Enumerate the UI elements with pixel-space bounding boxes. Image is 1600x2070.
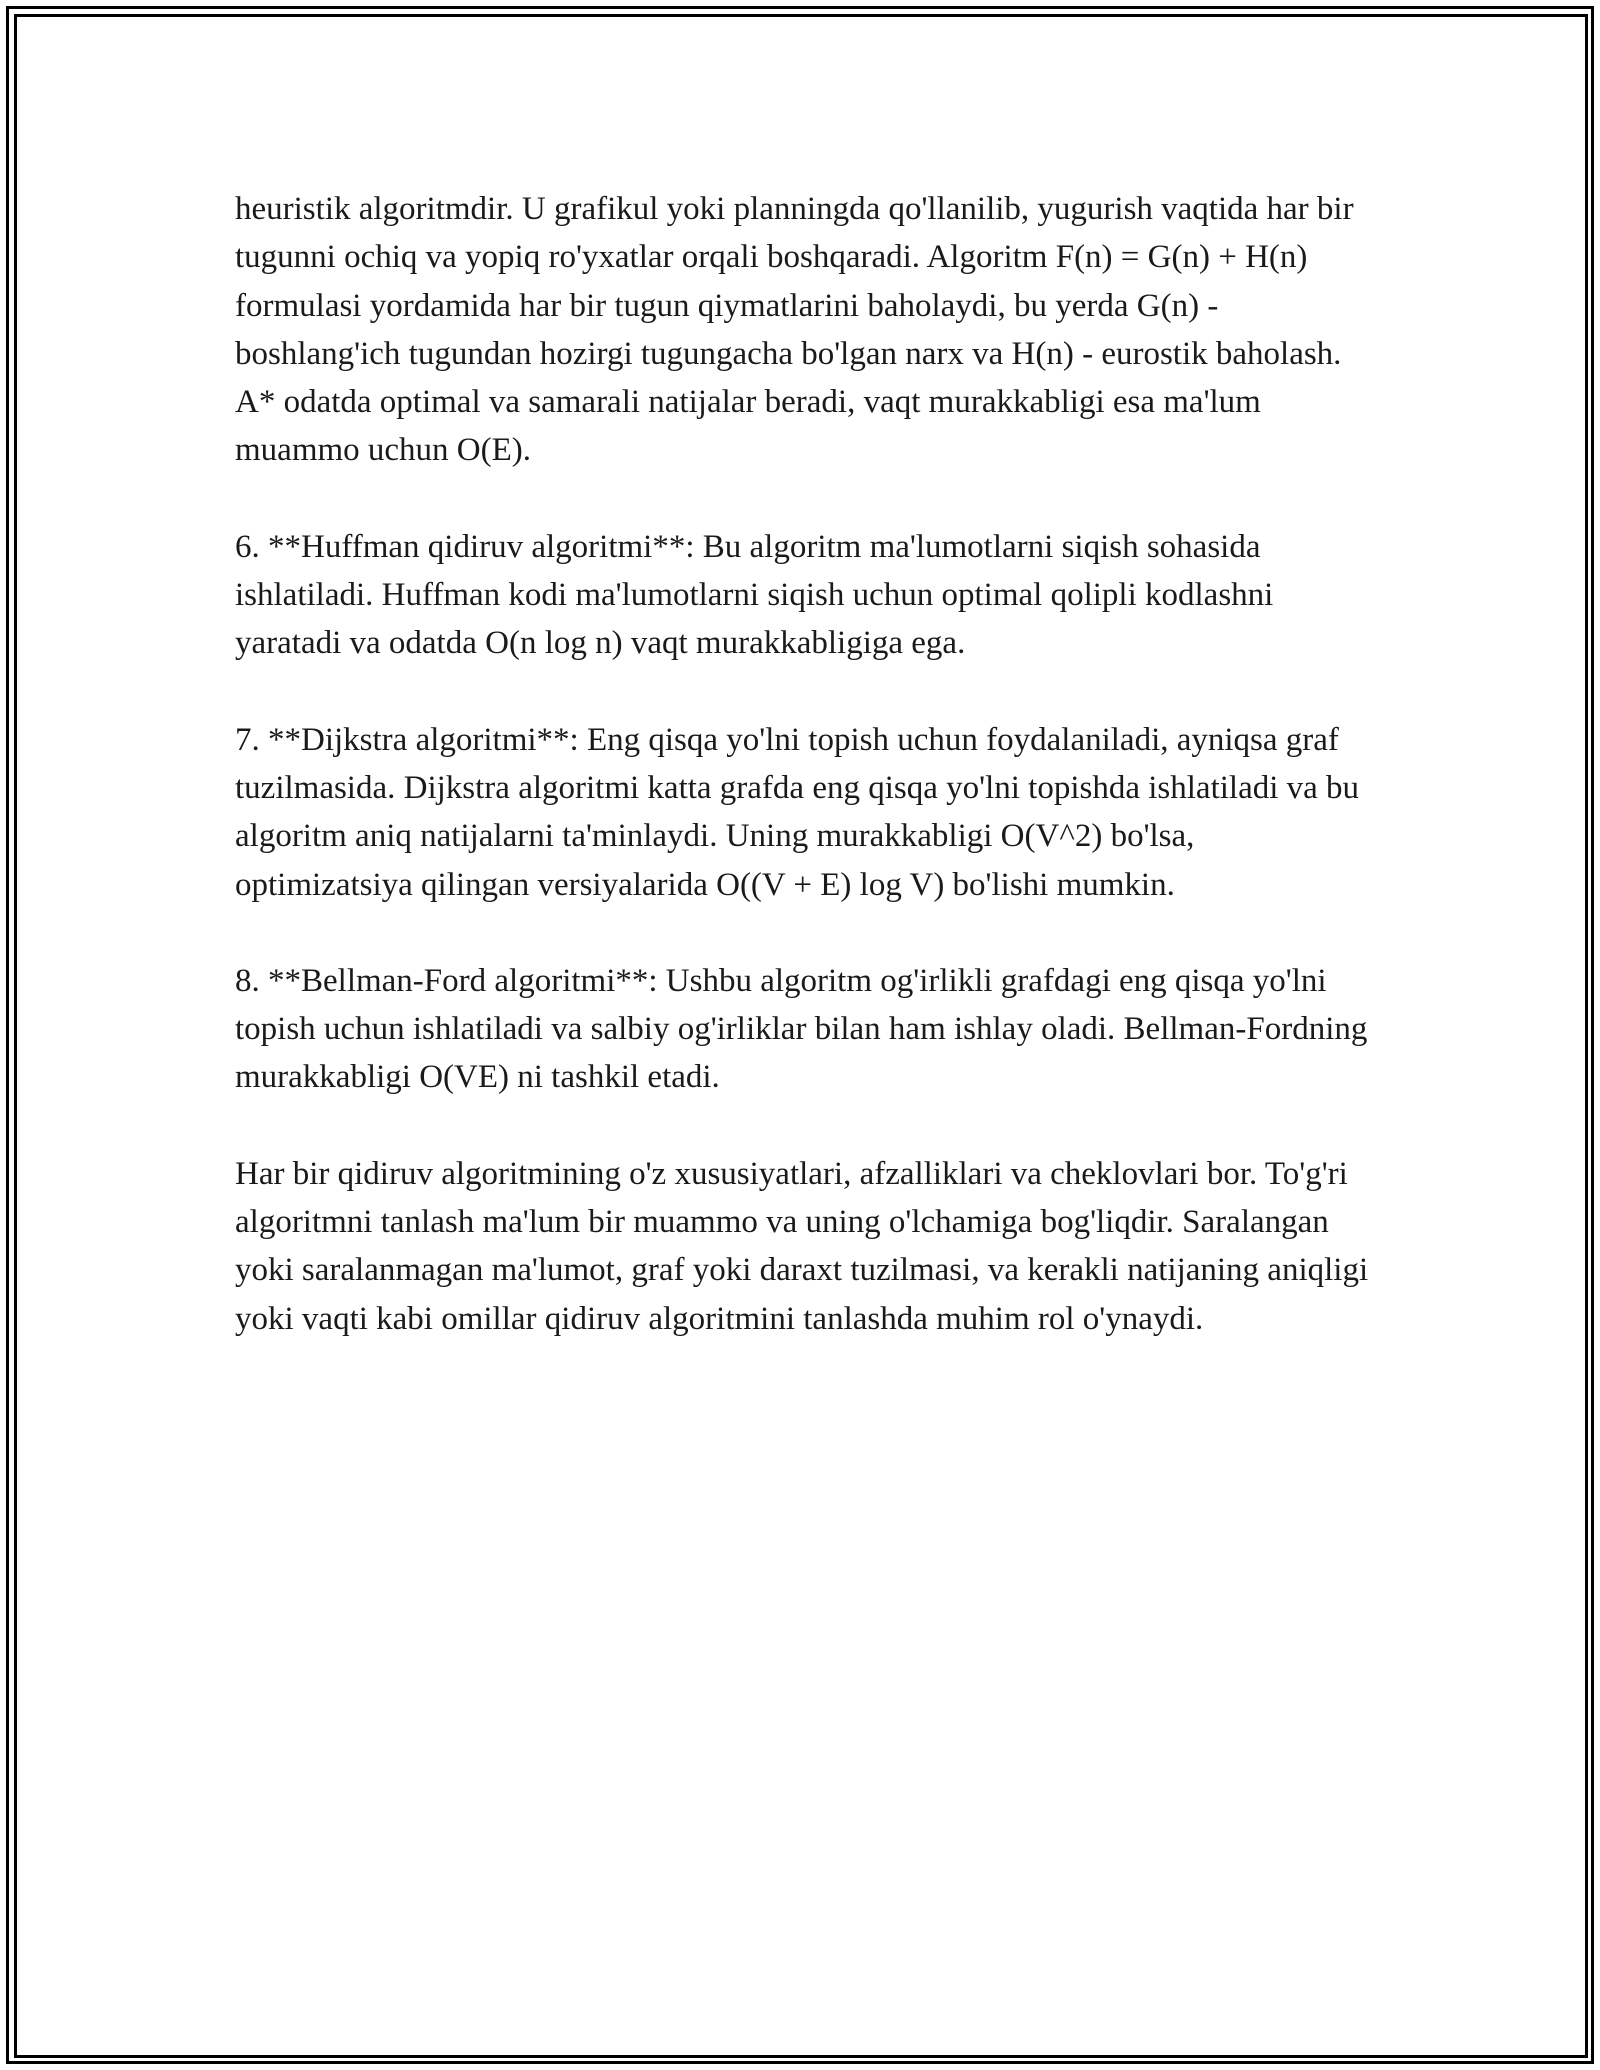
document-body [235, 185, 1375, 1391]
paragraph-dijkstra: 7. **Dijkstra algoritmi**: Eng qisqa yo'lni topish uchun foydalaniladi, ayniqsa graf tuzilmasida. Dijkstra algoritmi katta grafda eng qisqa yo'lni topishda ishlatiladi va bu algoritm aniq natijalarni ta'minlaydi. Uning murakkabligi O(V^2) bo'lsa, optimizatsiya qilingan versiyalarida O((V + E) log V) bo'lishi mumkin. [235, 721, 1360, 903]
paragraph-astar: heuristik algoritmdir. U grafikul yoki planningda qo'llanilib, yugurish vaqtida har bir tugunni ochiq va yopiq ro'yxatlar orqali boshqaradi. Algoritm F(n) = G(n) + H(n) formulasi yordamida har bir tugun qiymatlarini baholaydi, bu yerda G(n) - boshlang'ich tugundan hozirgi tugungacha bo'lgan narx va H(n) - eurostik baholash. A* odatda optimal va samarali natijalar beradi, vaqt murakkabligi esa ma'lum muammo uchun O(E). [235, 191, 1354, 469]
paragraph-huffman: 6. **Huffman qidiruv algoritmi**: Bu algoritm ma'lumotlarni siqish sohasida ishlatiladi. Huffman kodi ma'lumotlarni siqish uchun optimal qolipli kodlashni yaratadi va odatda O(n log n) vaqt murakkabligiga ega. [235, 528, 1274, 662]
paragraph-conclusion: Har bir qidiruv algoritmining o'z xususiyatlari, afzalliklari va cheklovlari bor. To'g'ri algoritmni tanlash ma'lum bir muammo va uning o'lchamiga bog'liqdir. Saralangan yoki saralanmagan ma'lumot, graf yoki daraxt tuzilmasi, va kerakli natijaning aniqligi yoki vaqti kabi omillar qidiruv algoritmini tanlashda muhim rol o'ynaydi. [235, 1155, 1369, 1337]
paragraph-bellman-ford: 8. **Bellman-Ford algoritmi**: Ushbu algoritm og'irlikli grafdagi eng qisqa yo'lni topish uchun ishlatiladi va salbiy og'irliklar bilan ham ishlay oladi. Bellman-Fordning murakkabligi O(VE) ni tashkil etadi. [235, 962, 1368, 1096]
